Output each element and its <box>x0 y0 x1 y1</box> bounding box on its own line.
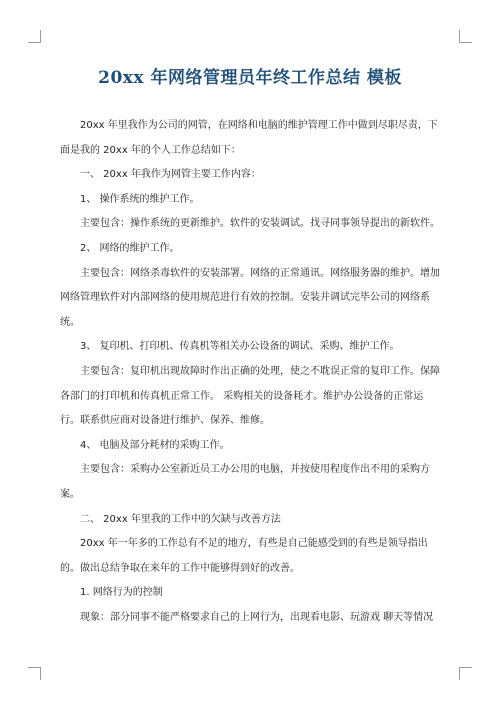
item-detail-2: 主要包含：网络杀毒软件的安装部署。网络的正常通讯。网络服务器的维护。增加网络管理软件对内部网络的使用规范进行有效的控制。安装并调试完毕公司的网络系统。 <box>60 267 440 328</box>
item-heading-4: 4、 电脑及部分耗材的采购工作。 <box>80 439 230 451</box>
paragraph-phenomenon: 现象：部分同事不能严格要求自己的上网行为，出现看电影、玩游戏 聊天等情况 <box>80 611 434 623</box>
section-heading-1: 一、 20xx 年我作为网管主要工作内容： <box>80 169 261 181</box>
item-heading-3: 3、 复印机、打印机、传真机等相关办公设备的调试、采购、维护工作。 <box>80 341 400 353</box>
document-title: 20xx 年网络管理员年终工作总结 模板 <box>98 68 402 88</box>
crop-mark-top-left <box>28 30 41 43</box>
item-heading-2: 2、 网络的维护工作。 <box>80 242 180 254</box>
paragraph-shortcomings: 20xx 年一年多的工作总有不足的地方，有些是自己能感受到的有些是领导指出的。做出总结争取在来年的工作中能够得到好的改善。 <box>60 538 428 574</box>
paragraph-intro: 20xx 年里我作为公司的网管，在网络和电脑的维护管理工作中做到尽职尽责，下面是我的 20xx 年的个人工作总结如下： <box>60 120 438 156</box>
document-body <box>60 114 442 630</box>
item-heading-1: 1、 操作系统的维护工作。 <box>80 193 200 205</box>
crop-mark-top-right <box>459 30 472 43</box>
item-detail-1: 主要包含：操作系统的更新维护。软件的安装调试。找寻同事领导提出的新软件。 <box>80 218 440 230</box>
crop-mark-bottom-left <box>28 667 41 680</box>
item-detail-4: 主要包含：采购办公室新近员工办公用的电脑，并按使用程度作出不用的采购方案。 <box>60 464 430 500</box>
crop-mark-bottom-right <box>459 667 472 680</box>
subsection-heading-1: 1. 网络行为的控制 <box>80 587 163 599</box>
item-detail-3: 主要包含：复印机出现故障时作出正确的处理，使之不耽误正常的复印工作。保障各部门的打印机和传真机正常工作。 采购相关的设备耗才。维护办公设备的正常运行。联系供应商对设备进行维护、保养、维修。 <box>60 365 440 427</box>
section-heading-2: 二、 20xx 年里我的工作中的欠缺与改善方法 <box>80 513 281 525</box>
